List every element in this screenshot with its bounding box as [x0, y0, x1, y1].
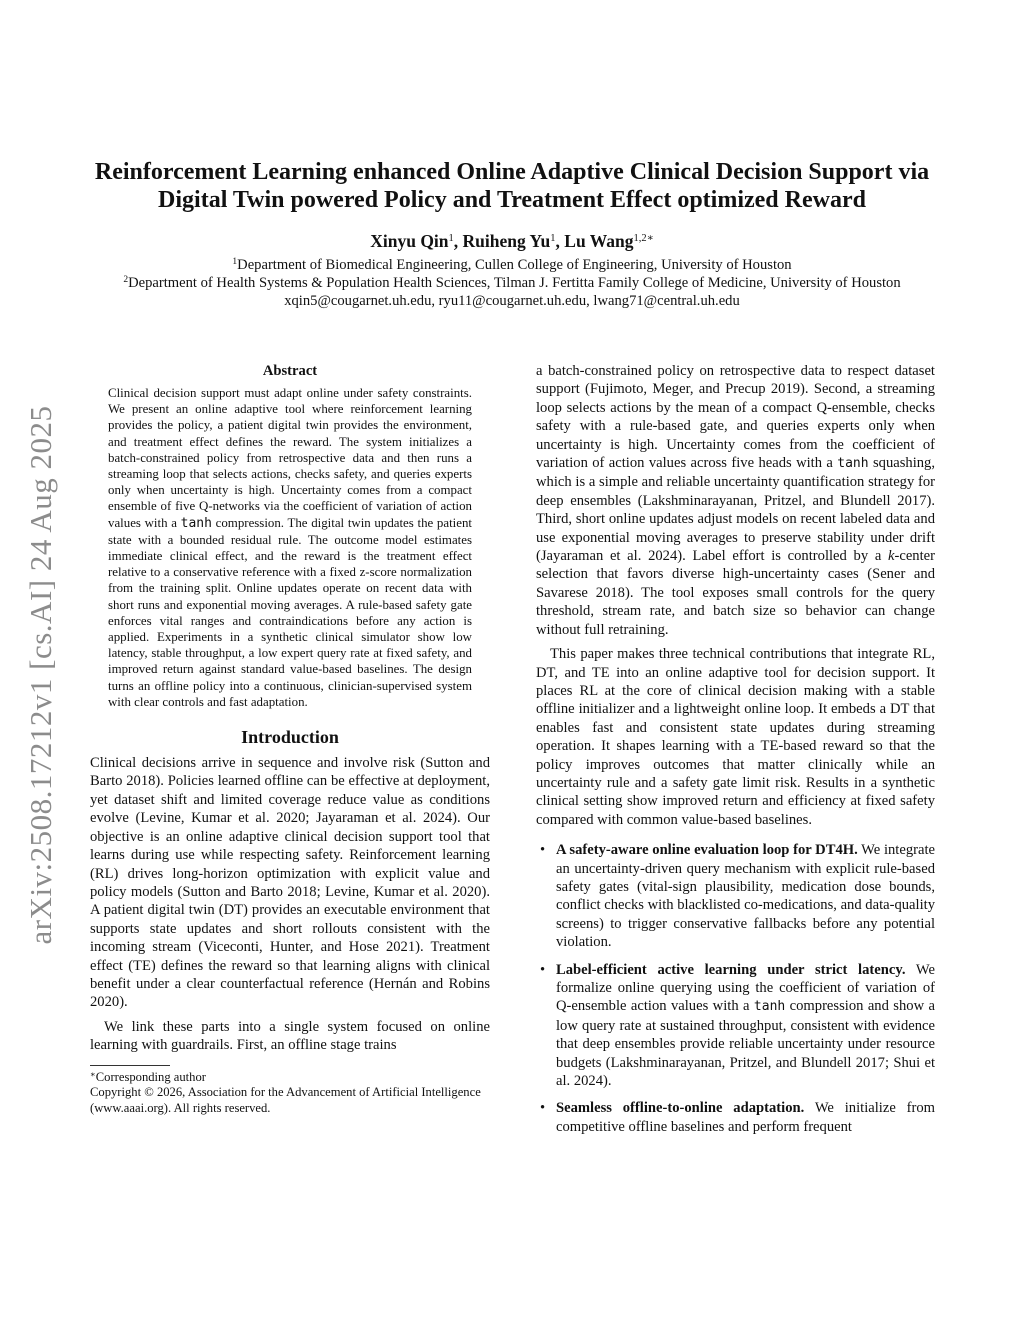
abstract-text: compression. The digital twin updates the patient state with a bounded residual rule. The outcome model estimates immediate clinical effect, and the reward is the treatment effect relative to a conservative reference with a fixed z-score normalization from the training split. Online updates operate on recent data with short runs and exponential moving averages. A rule-based safety gate enforces vital ranges and contraindications before any action is applied. Experiments in a synthetic clinical simulator show low latency, stable throughput, a low expert query rate at fixed safety, and improved return against standard value-based baselines. The design turns an offline policy into a continuous, clinician-supervised system with clear controls and fast adaptation.: [108, 515, 472, 709]
affiliation-sup: 2: [123, 275, 129, 285]
intro-text: a batch-constrained policy on retrospective data to respect dataset support (Fujimoto, Meger, and Precup 2019). Second, a streaming loop selects actions by the mean of a compact Q-ensemble, checks safety with a rule-based gate, and queries experts only when uncertainty is high. Uncertainty comes from the coefficient of variation of action values across five heads with a: [536, 363, 935, 472]
contribution-text: We initialize from competitive offline baselines and perform frequent: [556, 1100, 935, 1135]
intro-paragraph-3: This paper makes three technical contributions that integrate RL, DT, and TE into an online adaptive tool for decision support. It places RL at the core of clinical decision making with a stable offline initializer and a lightweight online loop. It embeds a DT that enables fast and consistent state updates during streaming operation. It shapes learning with a TE-based reward so that the policy improves outcomes that matter clinically while an uncertainty rule and a safety gate limit risk. Results in a synthetic clinical setting show improved return and efficiency at fixed safety compared with common value-based baselines.: [536, 646, 935, 828]
author-separator: ,: [453, 231, 463, 251]
affiliation-2: [90, 274, 934, 292]
contribution-text: We formalize online querying using the coefficient of variation of Q-ensemble action values with a: [556, 961, 935, 1015]
left-column: [90, 362, 490, 1116]
affiliation-text: Department of Health Systems & Population Health Sciences, Tilman J. Fertitta Family College of Medicine, University of Houston: [128, 275, 901, 291]
footnote-sup: ∗: [90, 1068, 96, 1079]
author-name: Lu Wang: [564, 231, 634, 251]
abstract-body: [108, 385, 472, 710]
introduction-heading: Introduction: [241, 727, 339, 748]
title-line-2: Digital Twin powered Policy and Treatment Effect optimized Reward: [158, 187, 866, 213]
abstract-text: Clinical decision support must adapt online under safety constraints. We present an online adaptive tool where reinforcement learning provides the policy, a patient digital twin provides the environment, and treatment effect defines the reward. The system initializes a batch-constrained policy from retrospective data and then runs a streaming loop that selects actions, checks safety, and queries experts only when uncertainty is high. Uncertainty comes from a compact ensemble of five Q-networks via the coefficient of variation of action values with a: [108, 386, 472, 530]
contribution-item: [540, 841, 936, 951]
intro-paragraph-2-continued: [536, 362, 935, 639]
author-name: Ruiheng Yu: [462, 231, 551, 251]
author-separator: ,: [555, 231, 565, 251]
footnote-divider: [90, 1065, 170, 1066]
abstract-heading: Abstract: [262, 363, 318, 379]
corresponding-footnote: [90, 1070, 490, 1086]
intro-code: tanh: [837, 456, 869, 472]
affiliation-text: Department of Biomedical Engineering, Cullen College of Engineering, University of Houston: [237, 257, 792, 273]
copyright-notice: Copyright © 2026, Association for the Advancement of Artificial Intelligence (www.aaai.org). All rights reserved.: [90, 1085, 481, 1115]
bullet-icon: •: [540, 1100, 546, 1117]
author-list: [80, 230, 944, 252]
contribution-lead: Seamless offline-to-online adaptation.: [556, 1100, 805, 1117]
contribution-list: [536, 841, 935, 1136]
abstract-code: tanh: [180, 515, 212, 531]
contribution-lead: A safety-aware online evaluation loop for DT4H.: [556, 842, 858, 859]
author-emails: xqin5@cougarnet.uh.edu, ryu11@cougarnet.uh.edu, lwang71@central.uh.edu: [284, 293, 740, 309]
intro-math-k: k: [888, 548, 895, 565]
intro-text: squashing, which is a simple and reliable uncertainty quantification strategy for deep ensembles (Lakshminarayanan, Pritzel, and Blundell 2017). Third, short online updates adjust models on recent labeled data and use exponential moving averages to preserve stability under drift (Jayaraman et al. 2024). Label effort is controlled by a: [536, 455, 935, 565]
right-column: [536, 362, 935, 1145]
affiliation-1: [90, 256, 934, 274]
contribution-lead: Label-efficient active learning under strict latency.: [556, 961, 906, 978]
author-affil-sup: 1: [448, 233, 454, 244]
author-affil-sup: 1: [550, 233, 556, 244]
affiliation-sup: 1: [232, 257, 238, 267]
contribution-item: [540, 1099, 935, 1136]
contribution-text: We integrate an uncertainty-driven query mechanism with explicit rule-based safety gates (vital-sign plausibility, medication dose bounds, conflict checks with blacklisted co-medications, and data-quality screens) to trigger conservative fallbacks before any potential violation.: [556, 842, 936, 951]
affiliations: [90, 256, 934, 310]
intro-paragraph-2: We link these parts into a single system focused on online learning with guardrails. First, an offline stage trains: [90, 1018, 490, 1054]
bullet-icon: •: [540, 842, 546, 859]
bullet-icon: •: [540, 961, 546, 978]
intro-text: -center selection that favors diverse high-uncertainty cases (Sener and Savarese 2018). The tool exposes small controls for the query threshold, stream rate, and batch size so behavior can change without full retraining.: [536, 548, 935, 638]
arxiv-watermark: [16, 375, 66, 975]
contribution-item: [540, 961, 935, 1091]
paper-title: [80, 158, 944, 214]
arxiv-id-text: arXiv:2508.17212v1 [cs.AI] 24 Aug 2025: [23, 405, 58, 945]
author-affil-sup: 1,2∗: [633, 233, 654, 244]
contribution-text: compression and show a low query rate at sustained throughput, consistent with evidence that deep ensembles provide reliable uncertainty under resource budgets (Lakshminarayanan, Pritzel, and Blundell 2017; Shui et al. 2024).: [556, 998, 935, 1090]
corresponding-text: Corresponding author: [95, 1069, 206, 1084]
title-line-1: Reinforcement Learning enhanced Online Adaptive Clinical Decision Support via: [94, 159, 930, 185]
intro-paragraph-1: Clinical decisions arrive in sequence and involve risk (Sutton and Barto 2018). Policies learned offline can be effective at deployment, yet dataset shift and limited coverage reduce value as conditions evolve (Levine, Kumar et al. 2020; Jayaraman et al. 2024). Our objective is an online adaptive clinical decision support tool that learns during use while respecting safety. Reinforcement learning (RL) drives long-horizon optimization with explicit value and policy models (Sutton and Barto 2018; Levine, Kumar et al. 2020). A patient digital twin (DT) provides an executable environment that supports state updates and short rollouts consistent with the incoming stream (Viceconti, Hunter, and Hose 2021). Treatment effect (TE) defines the reward so that learning aligns with clinical benefit under a clear counterfactual reference (Hernán and Robins 2020).: [90, 755, 490, 1011]
contribution-code: tanh: [753, 999, 786, 1015]
author-name: Xinyu Qin: [370, 231, 449, 251]
